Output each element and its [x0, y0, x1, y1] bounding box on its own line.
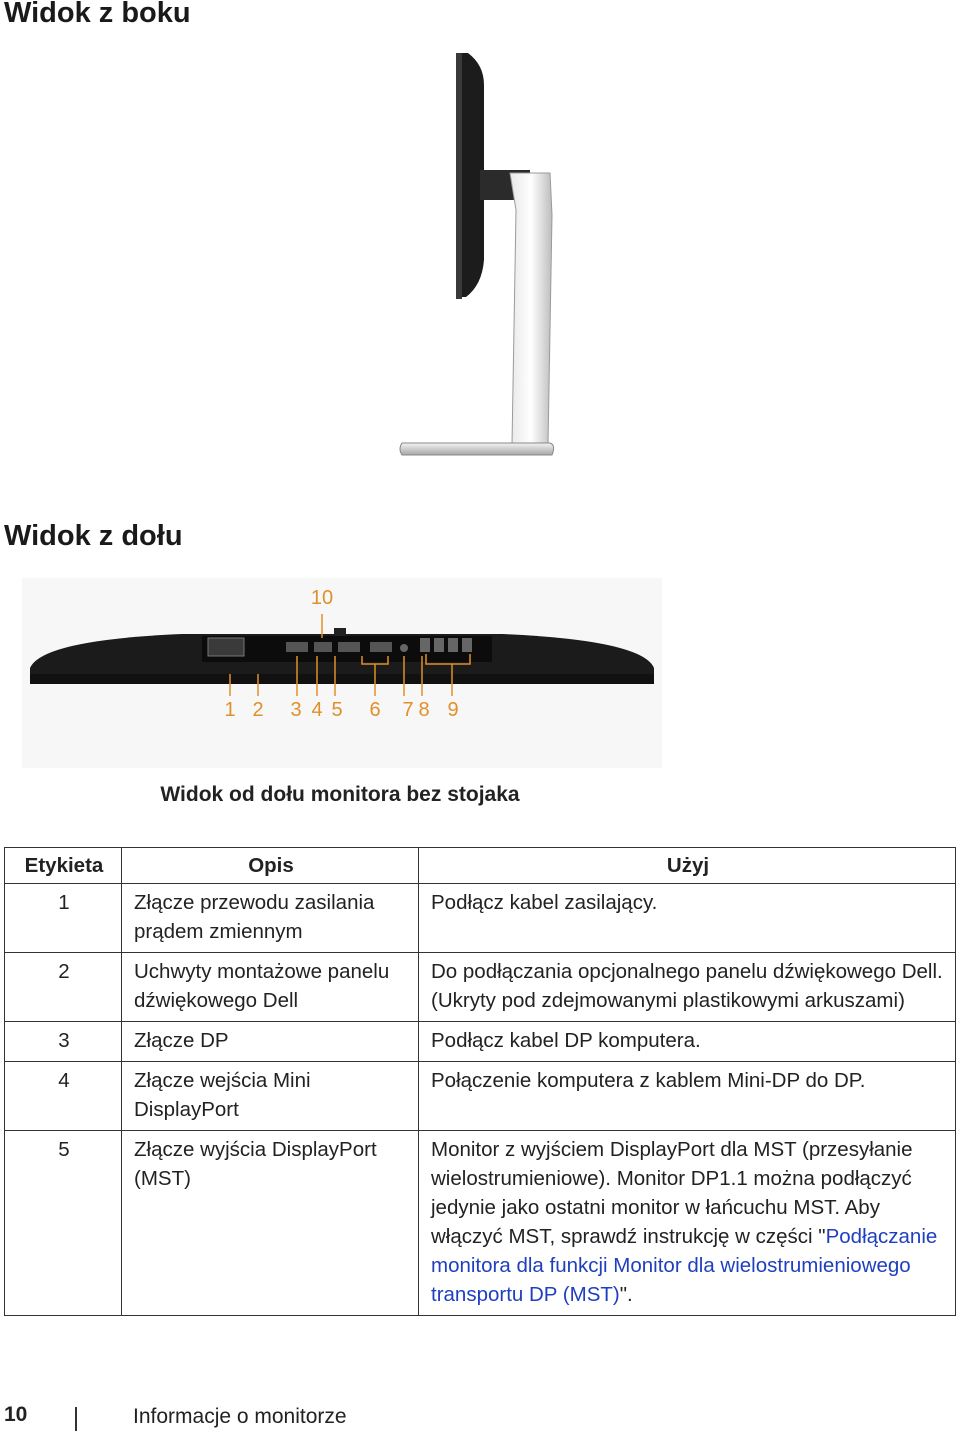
row-label: 5: [5, 1131, 122, 1316]
page-number: 10: [4, 1403, 28, 1426]
figure-caption: Widok od dołu monitora bez stojaka: [160, 783, 520, 806]
row-description: Uchwyty montażowe panelu dźwiękowego Dell: [122, 953, 419, 1022]
row-use: Podłącz kabel zasilający.: [419, 884, 956, 953]
callout-6: 6: [369, 699, 381, 721]
callout-1: 1: [224, 699, 236, 721]
row-label: 3: [5, 1022, 122, 1062]
table-row: [5, 1022, 956, 1062]
heading-side-view: Widok z boku: [4, 0, 191, 29]
table-row: [5, 1062, 956, 1131]
row-use-text-end: ".: [619, 1283, 633, 1306]
callout-10: 10: [310, 587, 334, 609]
row-label: 1: [5, 884, 122, 953]
row-description: Złącze przewodu zasilania prądem zmiennym: [122, 884, 419, 953]
mst-instructions-link[interactable]: Podłączanie monitora dla funkcji Monitor dla wielostrumieniowego transportu DP (MST): [431, 1225, 938, 1306]
footer-separator: [75, 1407, 77, 1431]
monitor-side-view-image: [380, 45, 580, 470]
row-use: Podłącz kabel DP komputera.: [419, 1022, 956, 1062]
heading-bottom-view: Widok z dołu: [4, 520, 183, 552]
row-label: 4: [5, 1062, 122, 1131]
callout-2: 2: [252, 699, 264, 721]
callout-3: 3: [290, 699, 302, 721]
table-row: [5, 1131, 956, 1316]
column-header-use: Użyj: [419, 848, 956, 884]
column-header-label: Etykieta: [5, 848, 122, 884]
callout-5: 5: [331, 699, 343, 721]
row-description: Złącze DP: [122, 1022, 419, 1062]
callout-9: 9: [447, 699, 459, 721]
table-row: [5, 884, 956, 953]
monitor-bottom-view-image: [22, 578, 662, 768]
connector-table: [4, 847, 956, 1316]
row-use: Do podłączania opcjonalnego panelu dźwiękowego Dell. (Ukryty pod zdejmowanymi plastikowymi arkuszami): [419, 953, 956, 1022]
row-label: 2: [5, 953, 122, 1022]
row-description: Złącze wyjścia DisplayPort (MST): [122, 1131, 419, 1316]
row-use: [419, 1131, 956, 1316]
callout-8: 8: [418, 699, 430, 721]
footer-section-title: Informacje o monitorze: [133, 1405, 347, 1428]
table-row: [5, 953, 956, 1022]
column-header-description: Opis: [122, 848, 419, 884]
table-header-row: [5, 848, 956, 884]
callout-4: 4: [311, 699, 323, 721]
callout-7: 7: [402, 699, 414, 721]
row-use: Połączenie komputera z kablem Mini-DP do DP.: [419, 1062, 956, 1131]
row-use-text: Monitor z wyjściem DisplayPort dla MST (przesyłanie wielostrumieniowe). Monitor DP1.1 można podłączyć jedynie jako ostatni monitor w łańcuchu MST. Aby włączyć MST, sprawdź instrukcję w części ": [431, 1138, 913, 1248]
row-description: Złącze wejścia Mini DisplayPort: [122, 1062, 419, 1131]
